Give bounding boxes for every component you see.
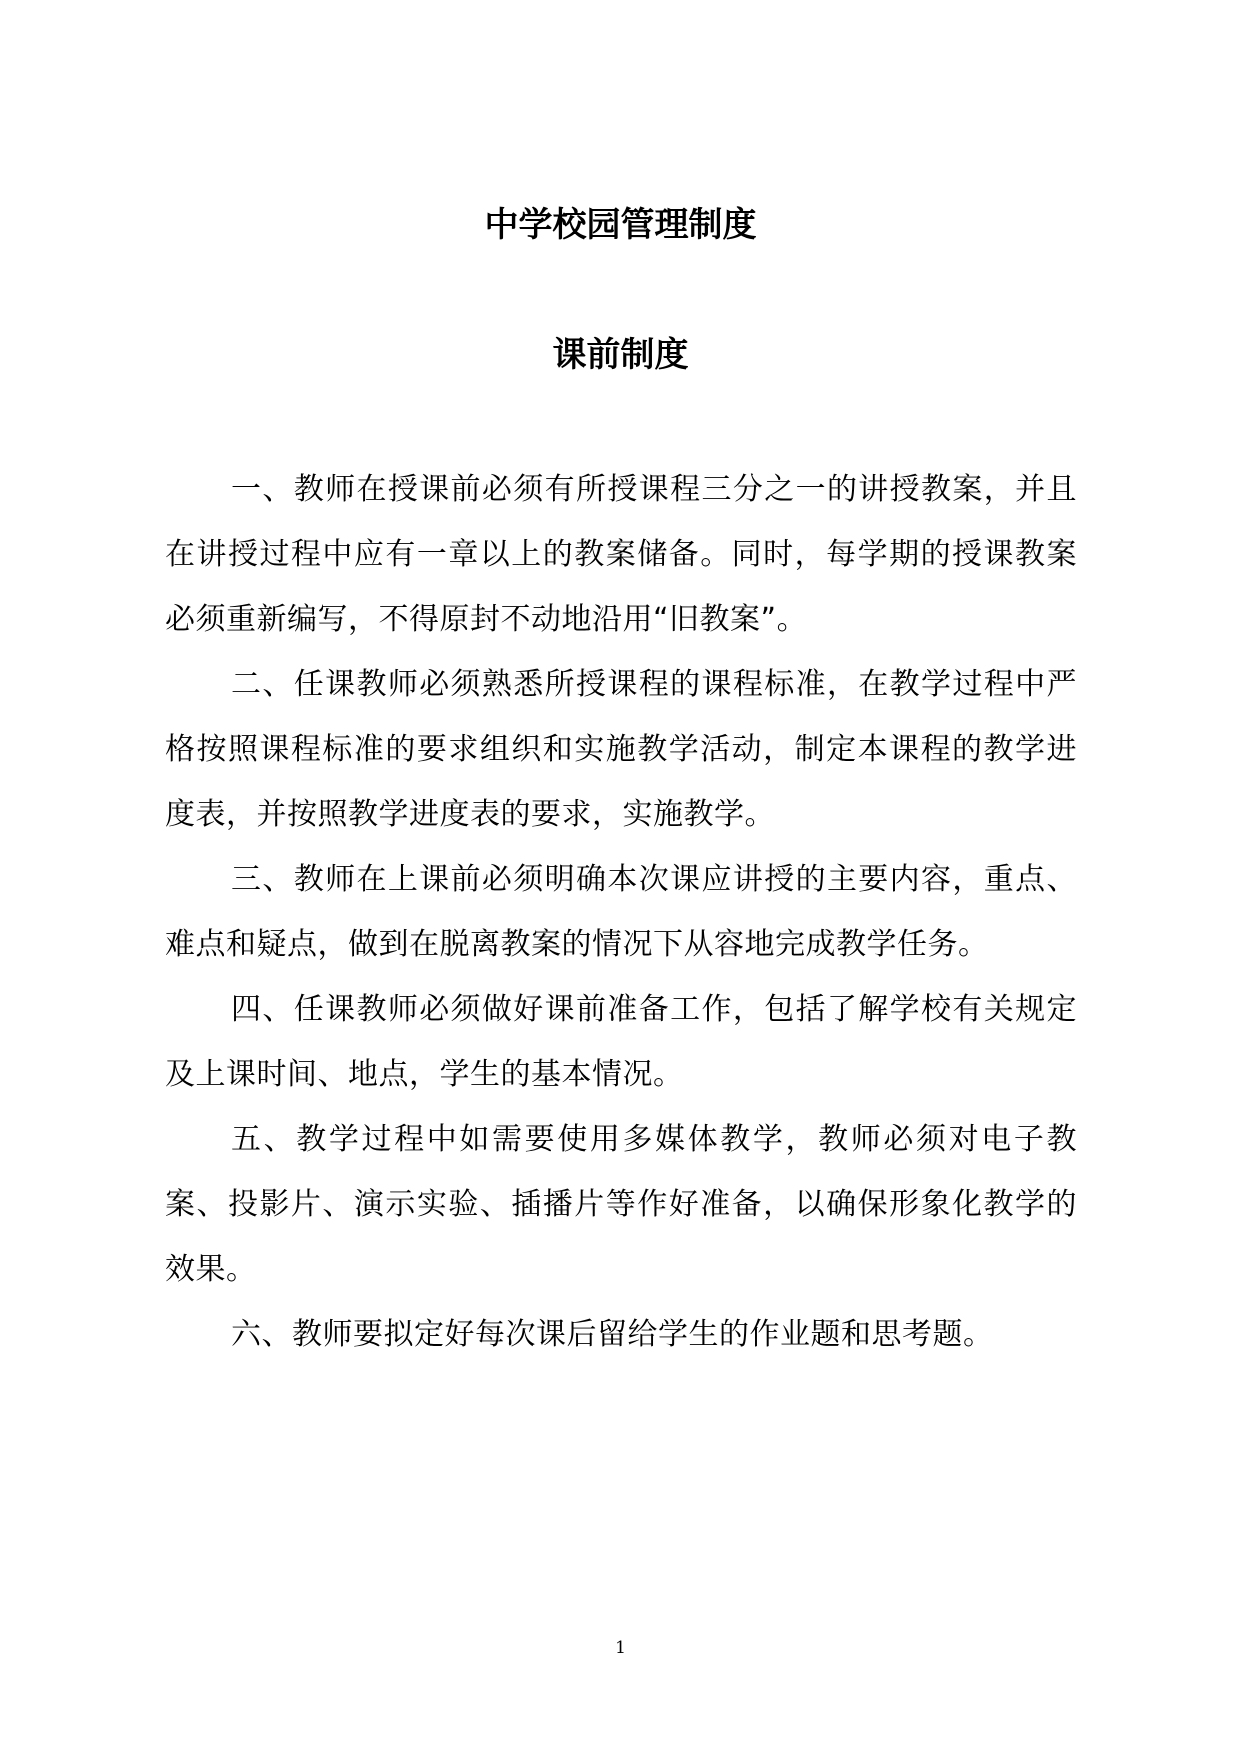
section-title: 课前制度: [552, 335, 689, 375]
paragraph: 一、教师在授课前必须有所授课程三分之一的讲授教案，并且在讲授过程中应有一章以上的教案储备。同时，每学期的授课教案必须重新编写，不得原封不动地沿用“旧教案”。: [165, 472, 1077, 637]
page-number: 1: [615, 1638, 626, 1658]
paragraph: 四、任课教师必须做好课前准备工作，包括了解学校有关规定及上课时间、地点，学生的基本情况。: [165, 992, 1077, 1092]
paragraph: 五、教学过程中如需要使用多媒体教学，教师必须对电子教案、投影片、演示实验、插播片等作好准备，以确保形象化教学的效果。: [165, 1122, 1077, 1287]
paragraph: 三、教师在上课前必须明确本次课应讲授的主要内容，重点、难点和疑点，做到在脱离教案的情况下从容地完成教学任务。: [165, 862, 1077, 962]
document-title: 中学校园管理制度: [484, 205, 757, 245]
document-body: [165, 457, 1077, 1367]
paragraph: 二、任课教师必须熟悉所授课程的课程标准，在教学过程中严格按照课程标准的要求组织和实施教学活动，制定本课程的教学进度表，并按照教学进度表的要求，实施教学。: [165, 667, 1077, 832]
paragraph: 六、教师要拟定好每次课后留给学生的作业题和思考题。: [231, 1317, 994, 1352]
